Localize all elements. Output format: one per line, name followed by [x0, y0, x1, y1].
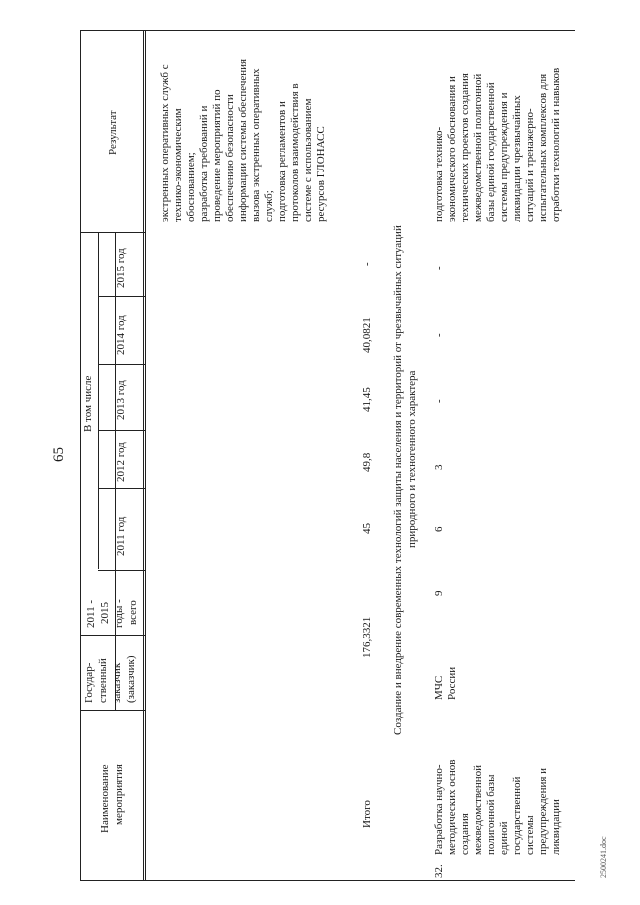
header-result: Результат — [107, 110, 119, 155]
header-customer-line3: заказчик — [111, 662, 123, 703]
row-result-line: ситуаций и тренажерно- — [524, 108, 536, 222]
page-number: 65 — [51, 447, 67, 462]
header-customer-line2: ственный — [97, 658, 109, 703]
continued-result-line: технико-экономическим — [172, 108, 184, 222]
continued-result-line: проведение мероприятий по — [211, 89, 223, 222]
row-name-line: государственной — [511, 776, 523, 855]
total-2011: 45 — [361, 523, 373, 534]
header-year-2012: 2012 год — [115, 442, 127, 482]
row-result-line: экономического обоснования и — [446, 76, 458, 222]
header-total-line2: 2015 — [99, 602, 111, 624]
header-mid-line — [80, 710, 145, 711]
total-year-separator — [98, 488, 145, 489]
row-result-line: ликвидации чрезвычайных — [511, 95, 523, 222]
row-total: 9 — [433, 590, 445, 596]
table-top-border — [80, 30, 575, 31]
year-divider — [98, 296, 145, 297]
header-year-2015: 2015 год — [115, 248, 127, 288]
row-result-line: технических проектов создания — [459, 73, 471, 222]
header-total-line3: годы - — [113, 599, 125, 628]
row-2015: - — [433, 266, 445, 270]
continued-result-line: обоснованием; — [185, 152, 197, 222]
row-name-line: Разработка научно- — [433, 764, 445, 855]
header-mid-line — [80, 635, 145, 636]
total-label: Итого — [361, 800, 373, 828]
row-name-line: полигонной базы — [485, 774, 497, 855]
row-2013: - — [433, 399, 445, 403]
row-result-line: отработки технологий и навыков — [550, 67, 562, 222]
continued-result-line: информации системы обеспечения — [237, 58, 249, 222]
row-2014: - — [433, 333, 445, 337]
header-year-2014: 2014 год — [115, 315, 127, 355]
row-result-line: базы единой государственной — [485, 82, 497, 222]
header-mid-line — [98, 570, 145, 571]
row-name-line: создания — [459, 813, 471, 855]
header-year-2013: 2013 год — [115, 380, 127, 420]
row-name-line: системы — [524, 815, 536, 855]
continued-result-line: протоколов взаимодействия в — [289, 83, 301, 222]
row-result-line: подготовка технико- — [433, 126, 445, 222]
table-left-border — [80, 30, 81, 880]
section-title-line1: Создание и внедрение современных технологий защиты населения и территорий от чрезвычайных ситуаций — [392, 225, 404, 735]
row-name-line: методических основ — [446, 759, 458, 855]
total-2012: 49,8 — [361, 452, 373, 472]
header-name-line2: мероприятия — [113, 764, 125, 825]
year-divider — [98, 430, 145, 431]
header-year-2011: 2011 год — [115, 516, 127, 556]
continued-result-line: ресурсов ГЛОНАСС — [315, 126, 327, 222]
row-2011: 6 — [433, 526, 445, 532]
continued-result-line: подготовка регламентов и — [276, 101, 288, 222]
continued-result-line: служб; — [263, 190, 275, 222]
header-customer-line1: Государ- — [83, 662, 95, 703]
footer-doc-code: 2500241.doc — [599, 836, 608, 878]
result-column-divider — [80, 232, 145, 233]
header-customer-line4: (заказчик) — [125, 655, 137, 703]
row-customer-line1: МЧС — [433, 675, 445, 700]
row-name-line: межведомственной — [472, 764, 484, 855]
continued-result-line: экстренных оперативных служб с — [159, 64, 171, 222]
continued-result-line: системе с использованием — [302, 98, 314, 222]
row-result-line: испытательных комплексов для — [537, 73, 549, 222]
year-divider — [98, 364, 145, 365]
header-name-line1: Наименование — [99, 764, 111, 833]
row-result-line: системы предупреждения и — [498, 92, 510, 222]
row-name-line: ликвидации — [550, 799, 562, 855]
header-body-separator — [143, 30, 146, 880]
continued-result-line: разработка требований и — [198, 105, 210, 222]
section-title-line2: природного и техногенного характера — [406, 370, 418, 548]
row-result-line: межведомственной полигонной — [472, 73, 484, 222]
row-name-line: единой — [498, 821, 510, 855]
header-total-line1: 2011 - — [85, 599, 97, 628]
continued-result-line: обеспечению безопасности — [224, 94, 236, 222]
row-customer-line2: России — [446, 666, 458, 700]
table-bottom-border — [80, 880, 575, 881]
total-2014: 40,0821 — [361, 317, 373, 353]
row-name-line: предупреждения и — [537, 767, 549, 855]
header-year-group: В том числе — [82, 375, 94, 432]
year-group-line — [98, 232, 99, 569]
total-2015: - — [361, 262, 373, 266]
header-total-line4: всего — [127, 600, 139, 625]
total-2013: 41,45 — [361, 387, 373, 412]
total-value: 176,3321 — [361, 616, 373, 658]
continued-result-line: вызова экстренных оперативных — [250, 68, 262, 222]
row-2012: 3 — [433, 464, 445, 470]
row-number: 32. — [433, 864, 445, 878]
